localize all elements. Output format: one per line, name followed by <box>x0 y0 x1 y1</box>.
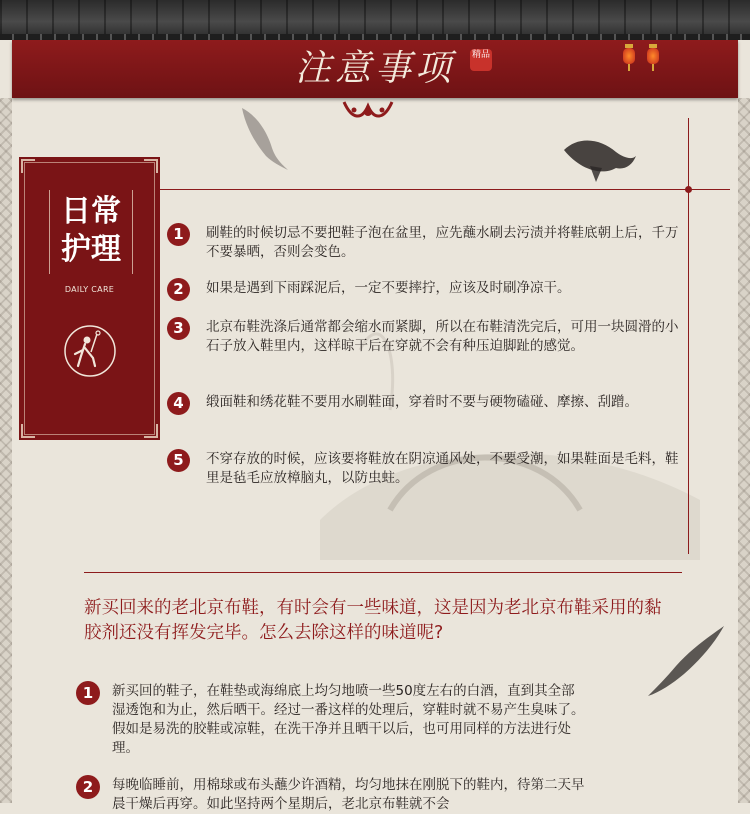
left-frieze <box>0 98 12 803</box>
card-title-line1: 日常 <box>61 194 121 229</box>
lantern-icon <box>646 42 660 70</box>
number-badge: 4 <box>167 392 190 415</box>
tip-text: 刷鞋的时候切忌不要把鞋子泡在盆里，应先蘸水刷去污渍并将鞋底朝上后，千万不要暴晒，否则会变色。 <box>206 225 679 260</box>
section-divider <box>84 572 682 573</box>
koi-fish-ink <box>560 130 638 186</box>
list-item <box>167 393 679 415</box>
number-badge: 2 <box>76 775 100 799</box>
daily-care-card <box>19 157 160 440</box>
list-item <box>76 776 586 814</box>
list-item <box>167 318 679 356</box>
tip-text: 北京布鞋洗涤后通常都会缩水而紧脚，所以在布鞋清洗完后，可用一块圆滑的小石子放入鞋里内，这样晾干后在穿就不会有种压迫脚趾的感觉。 <box>206 319 679 354</box>
tip-text: 缎面鞋和绣花鞋不要用水刷鞋面，穿着时不要与硬物磕碰、摩擦、刮蹭。 <box>206 394 638 410</box>
list-item <box>167 224 679 262</box>
tip-text: 不穿存放的时候，应该要将鞋放在阴凉通风处，不要受潮，如果鞋面是毛料，鞋里是毡毛应放樟脑丸，以防虫蛀。 <box>206 451 679 486</box>
number-badge: 1 <box>76 681 100 705</box>
number-badge: 1 <box>167 223 190 246</box>
lantern-icon <box>622 42 636 70</box>
card-subtitle: DAILY CARE <box>64 285 115 294</box>
list-item <box>167 450 679 488</box>
step-text: 新买回的鞋子，在鞋垫或海绵底上均匀地喷一些50度左右的白酒，直到其全部湿透饱和为止，然后晒干。经过一番这样的处理后，穿鞋时就不易产生臭味了。假如是易洗的胶鞋或凉鞋，在洗干净并且晒干以后，也可用同样的方法进行处理。 <box>112 683 585 756</box>
chinese-knot-ornament <box>342 98 394 122</box>
number-badge: 2 <box>167 278 190 301</box>
vertical-rule <box>688 118 689 554</box>
question-heading: 新买回来的老北京布鞋，有时会有一些味道，这是因为老北京布鞋采用的黏胶剂还没有挥发完毕。怎么去除这样的味道呢? <box>84 598 662 643</box>
divider-line <box>160 189 730 190</box>
list-item <box>167 279 679 301</box>
right-frieze <box>738 98 750 803</box>
number-badge: 3 <box>167 317 190 340</box>
koi-fish-ink <box>232 104 292 174</box>
step-text: 每晚临睡前，用棉球或布头蘸少许酒精，均匀地抹在刚脱下的鞋内，待第二天早晨干燥后再穿。如此坚持两个星期后，老北京布鞋就不会 <box>112 777 585 812</box>
page-title: 注意事项 <box>294 48 455 89</box>
card-title <box>53 193 129 269</box>
tip-text: 如果是遇到下雨踩泥后，一定不要摔拧，应该及时刷净凉干。 <box>206 280 571 296</box>
card-title-line2: 护理 <box>61 232 121 267</box>
roof-tiles <box>0 0 750 36</box>
seal-stamp: 精品 <box>470 49 492 71</box>
number-badge: 5 <box>167 449 190 472</box>
header-banner <box>12 40 738 98</box>
person-with-brush-icon <box>63 324 117 378</box>
list-item <box>76 682 586 758</box>
